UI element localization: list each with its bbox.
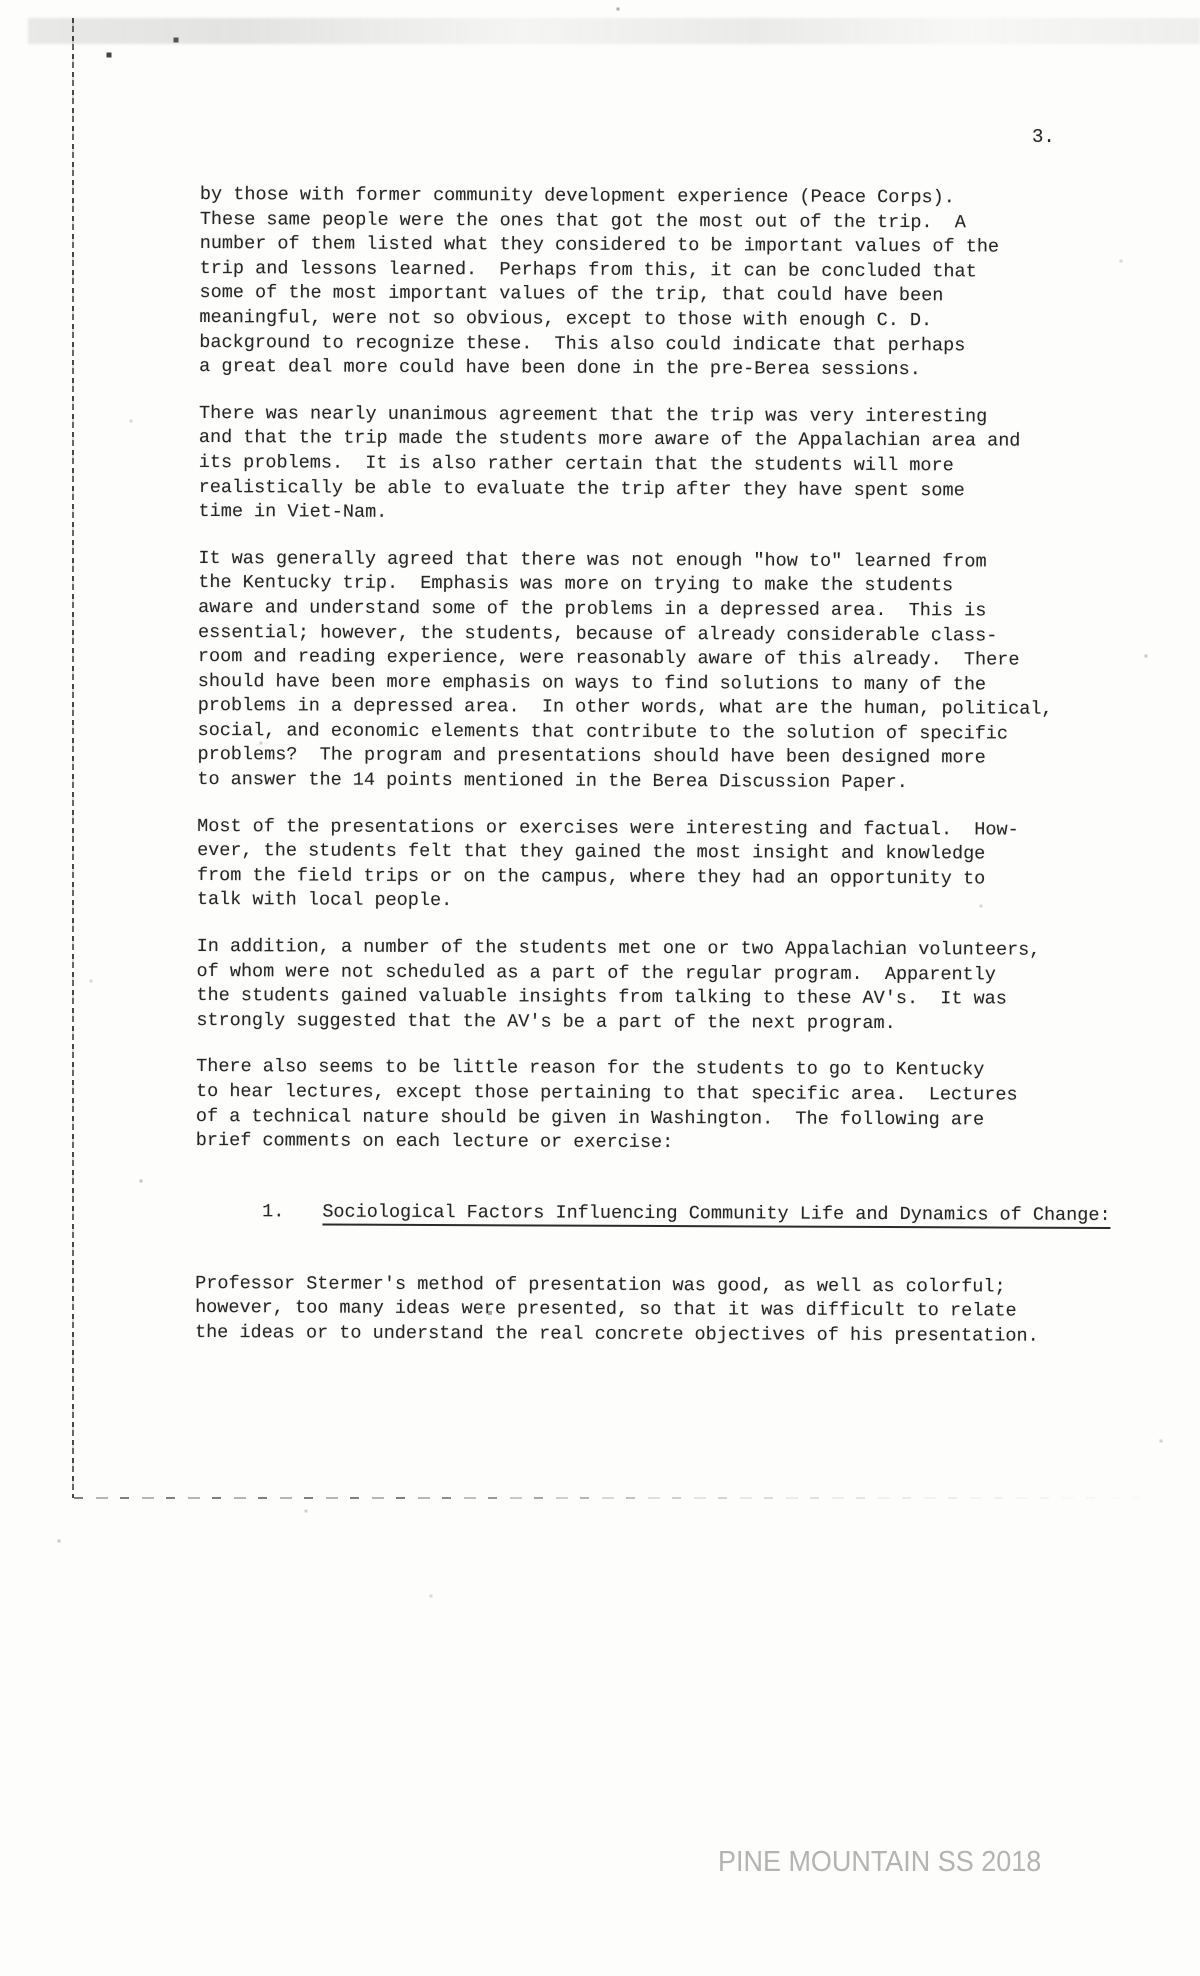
watermark-text: PINE MOUNTAIN SS 2018 [718, 1846, 1042, 1878]
scan-edge-horizontal-line [74, 1497, 1179, 1499]
section-heading [195, 1176, 1110, 1254]
scan-smudge-artifact [28, 18, 1200, 44]
scan-edge-vertical-line [72, 18, 74, 1498]
paragraph-4: Most of the presentations or exercises were interesting and factual. How- ever, the students felt that they gained the most insight and knowledge from the field trips or on the campus, where they had an opportunity to talk with local people. [196, 815, 1019, 912]
paragraph-1: by those with former community development experience (Peace Corps). These same people were the ones that got the most out of the trip. A number of them listed what they considered to be important values of the trip and lessons learned. Perhaps from this, it can be concluded that some of the most important values of the trip, that could have been meaningful, were not so obvious, except to those with enough C. D. background to recognize these. This also could indicate that perhaps a great deal more could have been done in the pre-Berea sessions. [199, 183, 1000, 381]
paragraph-5: In addition, a number of the students met one or two Appalachian volunteers, of whom were not scheduled as a part of the regular program. Apparently the students gained valuable insights from talking to these AV's. It was strongly suggested that the AV's be a part of the next program. [196, 936, 1041, 1034]
document-text-block [195, 183, 1115, 1371]
scan-speckles [0, 0, 2, 2]
page-number: 3. [1032, 126, 1055, 148]
section-heading-number: 1. [262, 1201, 285, 1223]
paragraph-2: There was nearly unanimous agreement that the trip was very interesting and that the trip made the students more aware of the Appalachian area and its problems. It is also rather certain that the students will more realistically be able to evaluate the trip after they have spent some time in Viet-Nam. [198, 402, 1021, 523]
paragraph-6: There also seems to be little reason for the students to go to Kentucky to hear lectures, except those pertaining to that specific area. Lectures of a technical nature should be given in Washington. The following are brief comments on each lecture or exercise: [195, 1056, 1018, 1154]
section-heading-title: Sociological Factors Influencing Community Life and Dynamics of Change: [322, 1202, 1110, 1229]
paragraph-7: Professor Stermer's method of presentation was good, as well as colorful; however, too many ideas were presented, so that it was difficult to relate the ideas or to understand the real concrete objectives of his presentation. [194, 1272, 1039, 1347]
paragraph-3: It was generally agreed that there was not enough "how to" learned from the Kentucky trip. Emphasis was more on trying to make the students aware and understand some of the problems in a depressed area. This is essential; however, the students, because of already considerable class- room and reading experience, were reasonably aware of this already. There should have been more emphasis on ways to find solutions to many of the problems in a depressed area. In other words, what are the human, political, social, and economic elements that contribute to the solution of specific problems? The program and presentations should have been designed more to answer the 14 points mentioned in the Berea Discussion Paper. [197, 547, 1053, 794]
